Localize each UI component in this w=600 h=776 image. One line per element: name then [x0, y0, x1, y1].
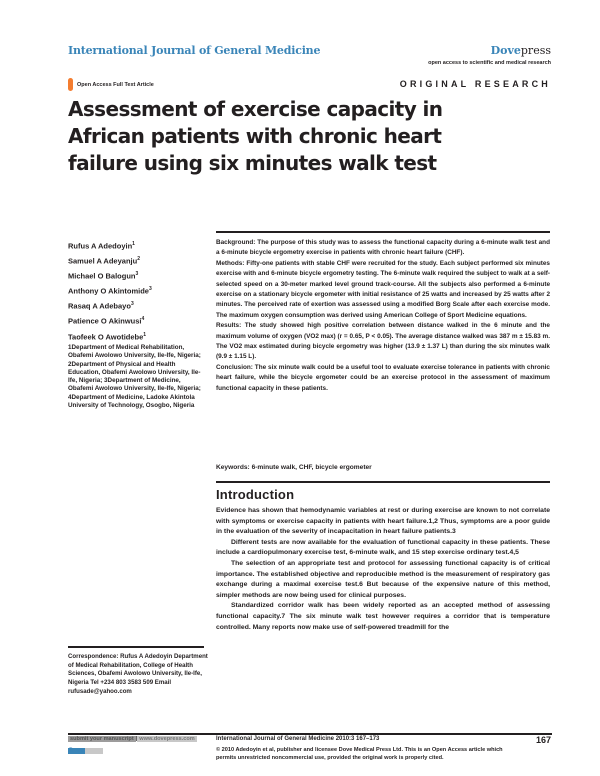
brand-press: press [520, 44, 551, 57]
abstract-background: Background: The purpose of this study was to assess the functional capacity during a 6-minute walk test and a 6-minute bicycle ergometry exercise in patients with chronic heart failure (CHF). [216, 239, 550, 257]
author: Michael O Balogun$^3$ [68, 271, 139, 281]
author: Taofeek O Awotidebe$^1$ [68, 331, 147, 342]
article-type: ORIGINAL RESEARCH [399, 79, 551, 89]
affiliations: 1Department of Medical Rehabilitation, Obafemi Awolowo University, Ile-Ife, Nigeria; 2Department of Physical and Health Education, Obafemi Awolowo University, Ile-Ife, Nigeria; 3Department of Medicine, Obafemi Awolowo University, Ile-Ife, Nigeria; 4Department of Medicine, Ladoke Akintola University of Technology, Osogbo, Nigeria [68, 344, 201, 410]
submit-manuscript-link[interactable]: submit your manuscript [70, 736, 134, 742]
author: Samuel A Adeyanju$^2$ [68, 256, 140, 266]
publisher-logo [491, 44, 551, 57]
brand-dove: Dove [490, 44, 521, 57]
abstract-conclusions: Conclusion: The six minute walk could be a useful tool to evaluate exercise tolerance in patients with chronic heart failure, while the bicycle ergometer could be an exercise protocol in the assessment of maximum functional capacity in these patients. [216, 363, 550, 392]
article-title: Assessment of exercise capacity in African patients with chronic heart failure using six minutes walk test [68, 97, 443, 175]
footer-logo: Dove press [69, 748, 102, 754]
author: Patience O Akinwusi$^4$ [68, 316, 145, 326]
author: Anthony O Akintomide$^3$ [68, 286, 152, 296]
introduction-divider [216, 481, 550, 483]
open-access-label: Open Access Full Text Article [77, 81, 154, 88]
introduction-heading: Introduction [216, 487, 295, 502]
paragraph: Standardized corridor walk has been widely reported as an accepted method of assessing functional capacity.7 The six minute walk test however requires a corridor that is temperature controlled. Many reports now make use of self-powered treadmill for the [216, 602, 550, 631]
open-access-badge [68, 78, 154, 91]
abstract [216, 238, 550, 394]
author: Rufus A Adedoyin$^1$ [68, 241, 135, 251]
introduction-body [216, 506, 550, 633]
abstract-methods: Methods: Fifty-one patients with stable CHF were recruited for the study. Each subject performed six minutes exercise with and 6-minute bicycle ergometry testing. The 6-minute walk required the subject to walk at a self-selected speed on a 30-meter marked level ground track-course. All the subjects also performed a 6-minute exercise on a stationary bicycle ergometer with initial resistance of 25 watts and increased by 25 watts after 2 minutes. The perceived rate of exertion was assessed using a modified Borg Scale after each exercise mode. The maximum oxygen consumption was derived using American College of Sport Medicine equations. [216, 259, 550, 319]
page-number: 167 [536, 735, 552, 745]
footer-divider [68, 733, 552, 735]
footer-links [68, 736, 197, 742]
copyright-notice: © 2010 Adedoyin et al, publisher and licensee Dove Medical Press Ltd. This is an Open Access article which permits unrestricted noncommercial use, provided the original work is properly cited. [216, 747, 503, 762]
publisher-tagline: open access to scientific and medical research [428, 60, 551, 66]
website-link[interactable]: www.dovepress.com [139, 736, 195, 742]
correspondence-divider [68, 646, 204, 648]
open-access-icon [68, 78, 73, 91]
abstract-divider [216, 231, 550, 233]
abstract-results: Results: The study showed high positive correlation between distance walked in the 6 minute and the maximum volume of oxygen (VO2 max) (r = 0.65, P < 0.05). The average distance walked was 387 m ± 15.83 m. The VO2 max estimated during bicycle ergometry was higher (13.9 ± 1.37 L) than during the six minutes walk (9.9 ± 1.15 L). [216, 322, 550, 361]
keywords: Keywords: 6-minute walk, CHF, bicycle ergometer [216, 464, 372, 471]
journal-title: International Journal of General Medicine [68, 44, 321, 57]
paragraph: The selection of an appropriate test and protocol for assessing functional capacity is of critical importance. The established objective and reproducible method is the measurement of respiratory gas exchange during a maximal exercise test.6 But because of the expensive nature of this method, simpler methods are now being used for clinical purposes. [216, 559, 550, 599]
paragraph: Different tests are now available for the evaluation of functional capacity in these patients. These include a cardiopulmonary exercise test, 6-minute walk, and 15 step exercise ordinary test.4,5 [216, 538, 550, 557]
paragraph: Evidence has shown that hemodynamic variables at rest or during exercise are known to not correlate with symptoms or exercise capacity in patients with heart failure.1,2 Thus, symptoms are a poor guide in the evaluation of the severity of incapacitation in heart failure patients.3 [216, 507, 550, 536]
correspondence: Correspondence: Rufus A Adedoyin Department of Medical Rehabilitation, College of Health Sciences, Obafemi Awolowo University, Ile-Ife, Nigeria Tel +234 803 3583 509 Email rufusade@yahoo.com [68, 653, 208, 695]
journal-reference: International Journal of General Medicine 2010:3 167–173 [216, 736, 380, 742]
author-list [68, 238, 208, 344]
author: Rasaq A Adebayo$^3$ [68, 301, 134, 311]
